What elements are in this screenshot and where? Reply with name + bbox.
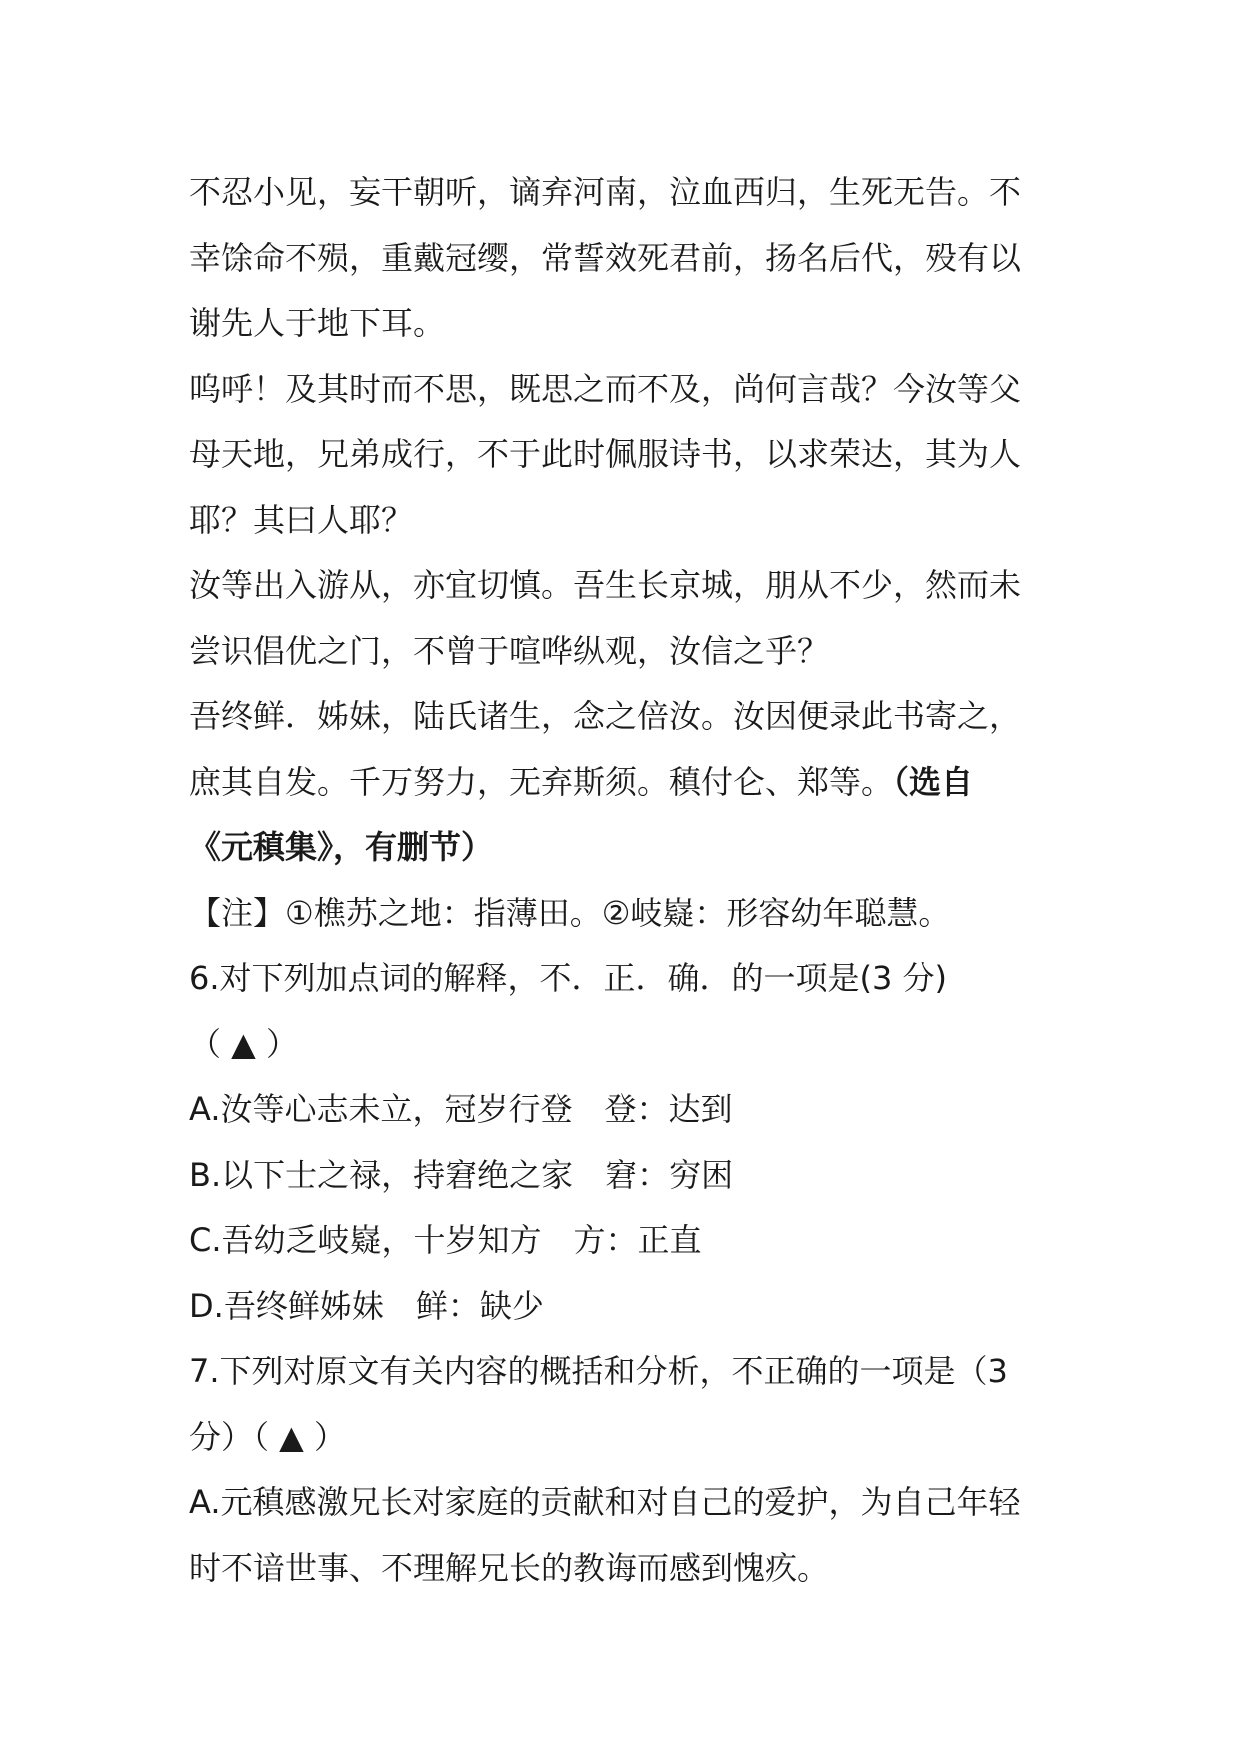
text-line: 耶？其曰人耶？ (189, 500, 414, 539)
text-line: 尝识倡优之门，不曾于喧哗纵观，汝信之乎？ (189, 631, 830, 670)
question-6-option-c: C.吾幼乏岐嶷，十岁知方 方：正直 (189, 1221, 702, 1259)
text-line: 幸馀命不殒，重戴冠缨，常誓效死君前，扬名后代，殁有以 (189, 238, 1022, 277)
text-line: 谢先人于地下耳。 (189, 304, 446, 342)
text-line-segment: 庶其自发。千万努力，无弃斯须。稹付仑、郑等。 (189, 762, 894, 801)
text-line: 不忍小见，妄干朝听，谪弃河南，泣血西归，生死无告。不 (189, 173, 1022, 211)
question-7-stem-continued: 分）（ ▲ ） (189, 1417, 346, 1456)
text-line (189, 750, 1069, 816)
question-7-stem: 7.下列对原文有关内容的概括和分析，不正确的一项是（3 (189, 1352, 1008, 1390)
question-6-stem: 6.对下列加点词的解释，不．正．确．的一项是(3 分) (189, 959, 948, 997)
source-citation-start: （选自 (893, 762, 974, 801)
question-6-option-a: A.汝等心志未立，冠岁行登 登：达到 (189, 1090, 733, 1128)
annotation-note: 【注】①樵苏之地：指薄田。②岐嶷：形容幼年聪慧。 (189, 893, 951, 932)
text-line: 母天地，兄弟成行，不于此时佩服诗书，以求荣达，其为人 (189, 435, 1022, 473)
question-7-option-a: A.元稹感激兄长对家庭的贡献和对自己的爱护，为自己年轻 (189, 1483, 1021, 1521)
question-7-option-a-continued: 时不谙世事、不理解兄长的教诲而感到愧疚。 (189, 1548, 830, 1587)
question-6-answer-blank: （ ▲ ） (189, 1024, 298, 1063)
question-6-option-b: B.以下士之禄，持窘绝之家 窘：穷困 (189, 1155, 734, 1194)
text-line: 汝等出入游从，亦宜切慎。吾生长京城，朋从不少，然而未 (189, 566, 1022, 604)
question-6-option-d: D.吾终鲜姊妹 鲜：缺少 (189, 1286, 544, 1325)
text-line: 吾终鲜．姊妹，陆氏诸生，念之倍汝。汝因便录此书寄之， (189, 697, 1022, 735)
text-line: 呜呼！及其时而不思，既思之而不及，尚何言哉？今汝等父 (189, 369, 1022, 408)
document-page (189, 160, 1069, 1601)
source-citation-end: 《元稹集》，有删节） (189, 828, 494, 866)
